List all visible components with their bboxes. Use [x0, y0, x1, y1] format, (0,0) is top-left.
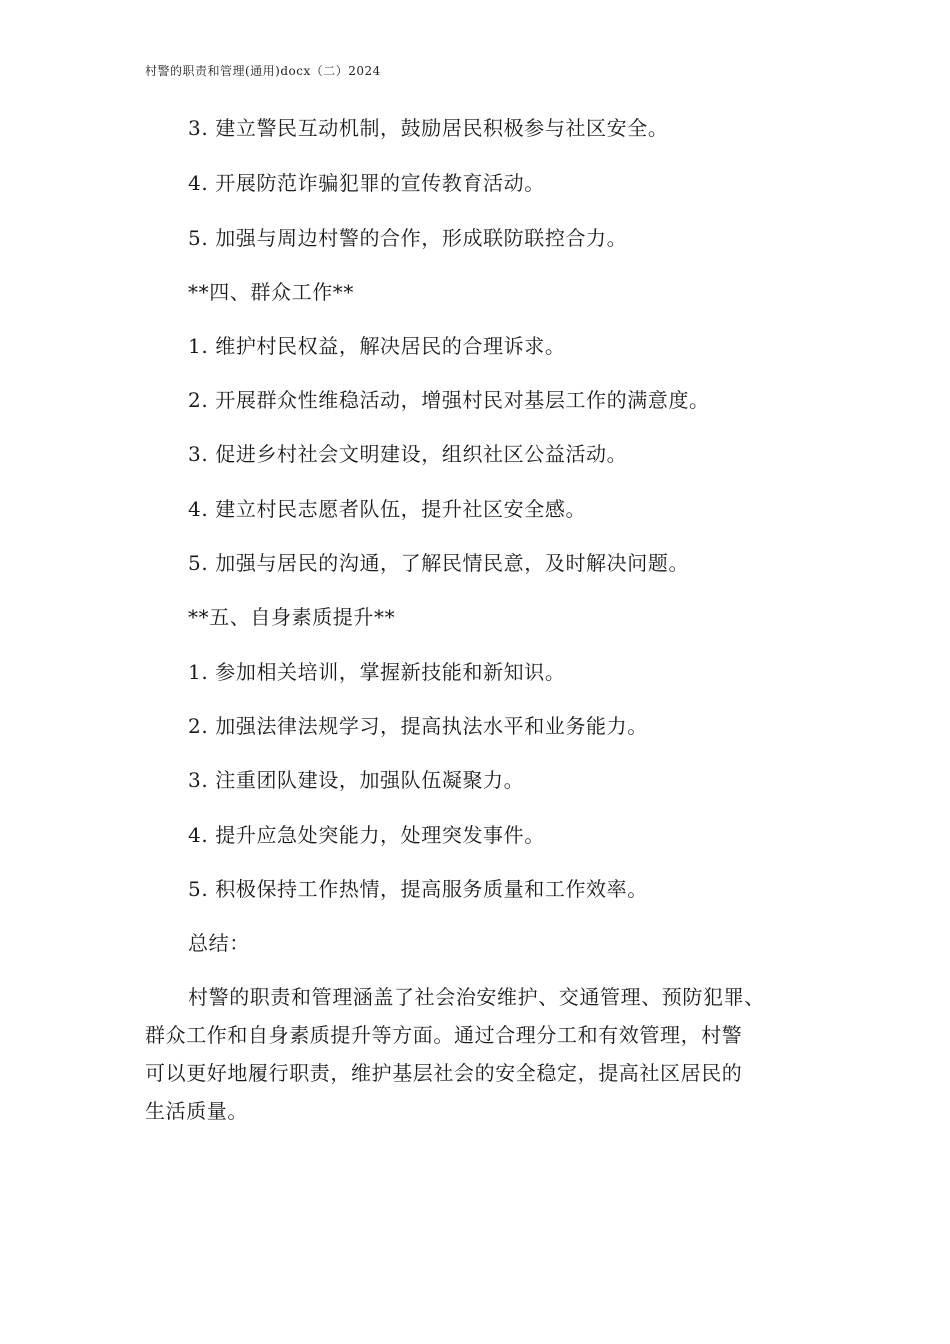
section-heading: **四、群众工作** [188, 280, 354, 304]
list-item: 1. 参加相关培训，掌握新技能和新知识。 [188, 660, 566, 684]
list-item: 4. 建立村民志愿者队伍，提升社区安全感。 [188, 497, 587, 521]
list-item: 3. 促进乡村社会文明建设，组织社区公益活动。 [188, 442, 628, 466]
list-item: 2. 开展群众性维稳活动，增强村民对基层工作的满意度。 [188, 388, 710, 412]
list-item: 5. 积极保持工作热情，提高服务质量和工作效率。 [188, 877, 648, 901]
list-item: 1. 维护村民权益，解决居民的合理诉求。 [188, 334, 566, 358]
list-item: 2. 加强法律法规学习，提高执法水平和业务能力。 [188, 714, 648, 738]
list-item: 3. 注重团队建设，加强队伍凝聚力。 [188, 768, 525, 792]
list-item: 5. 加强与居民的沟通，了解民情民意，及时解决问题。 [188, 551, 690, 575]
summary-heading: 总结： [188, 931, 250, 955]
summary-line: 生活质量。 [145, 1099, 248, 1123]
page-header: 村警的职责和管理(通用)docx（二）2024 [145, 64, 381, 78]
summary-paragraph [145, 978, 835, 1130]
section-heading: **五、自身素质提升** [188, 605, 396, 629]
list-item: 4. 开展防范诈骗犯罪的宣传教育活动。 [188, 171, 545, 195]
list-item: 4. 提升应急处突能力，处理突发事件。 [188, 823, 545, 847]
summary-line: 可以更好地履行职责，维护基层社会的安全稳定，提高社区居民的 [145, 1061, 743, 1085]
list-item: 3. 建立警民互动机制，鼓励居民积极参与社区安全。 [188, 116, 669, 140]
list-item: 5. 加强与周边村警的合作，形成联防联控合力。 [188, 226, 628, 250]
summary-line: 村警的职责和管理涵盖了社会治安维护、交通管理、预防犯罪、 [188, 985, 765, 1009]
summary-line: 群众工作和自身素质提升等方面。通过合理分工和有效管理，村警 [145, 1023, 743, 1047]
